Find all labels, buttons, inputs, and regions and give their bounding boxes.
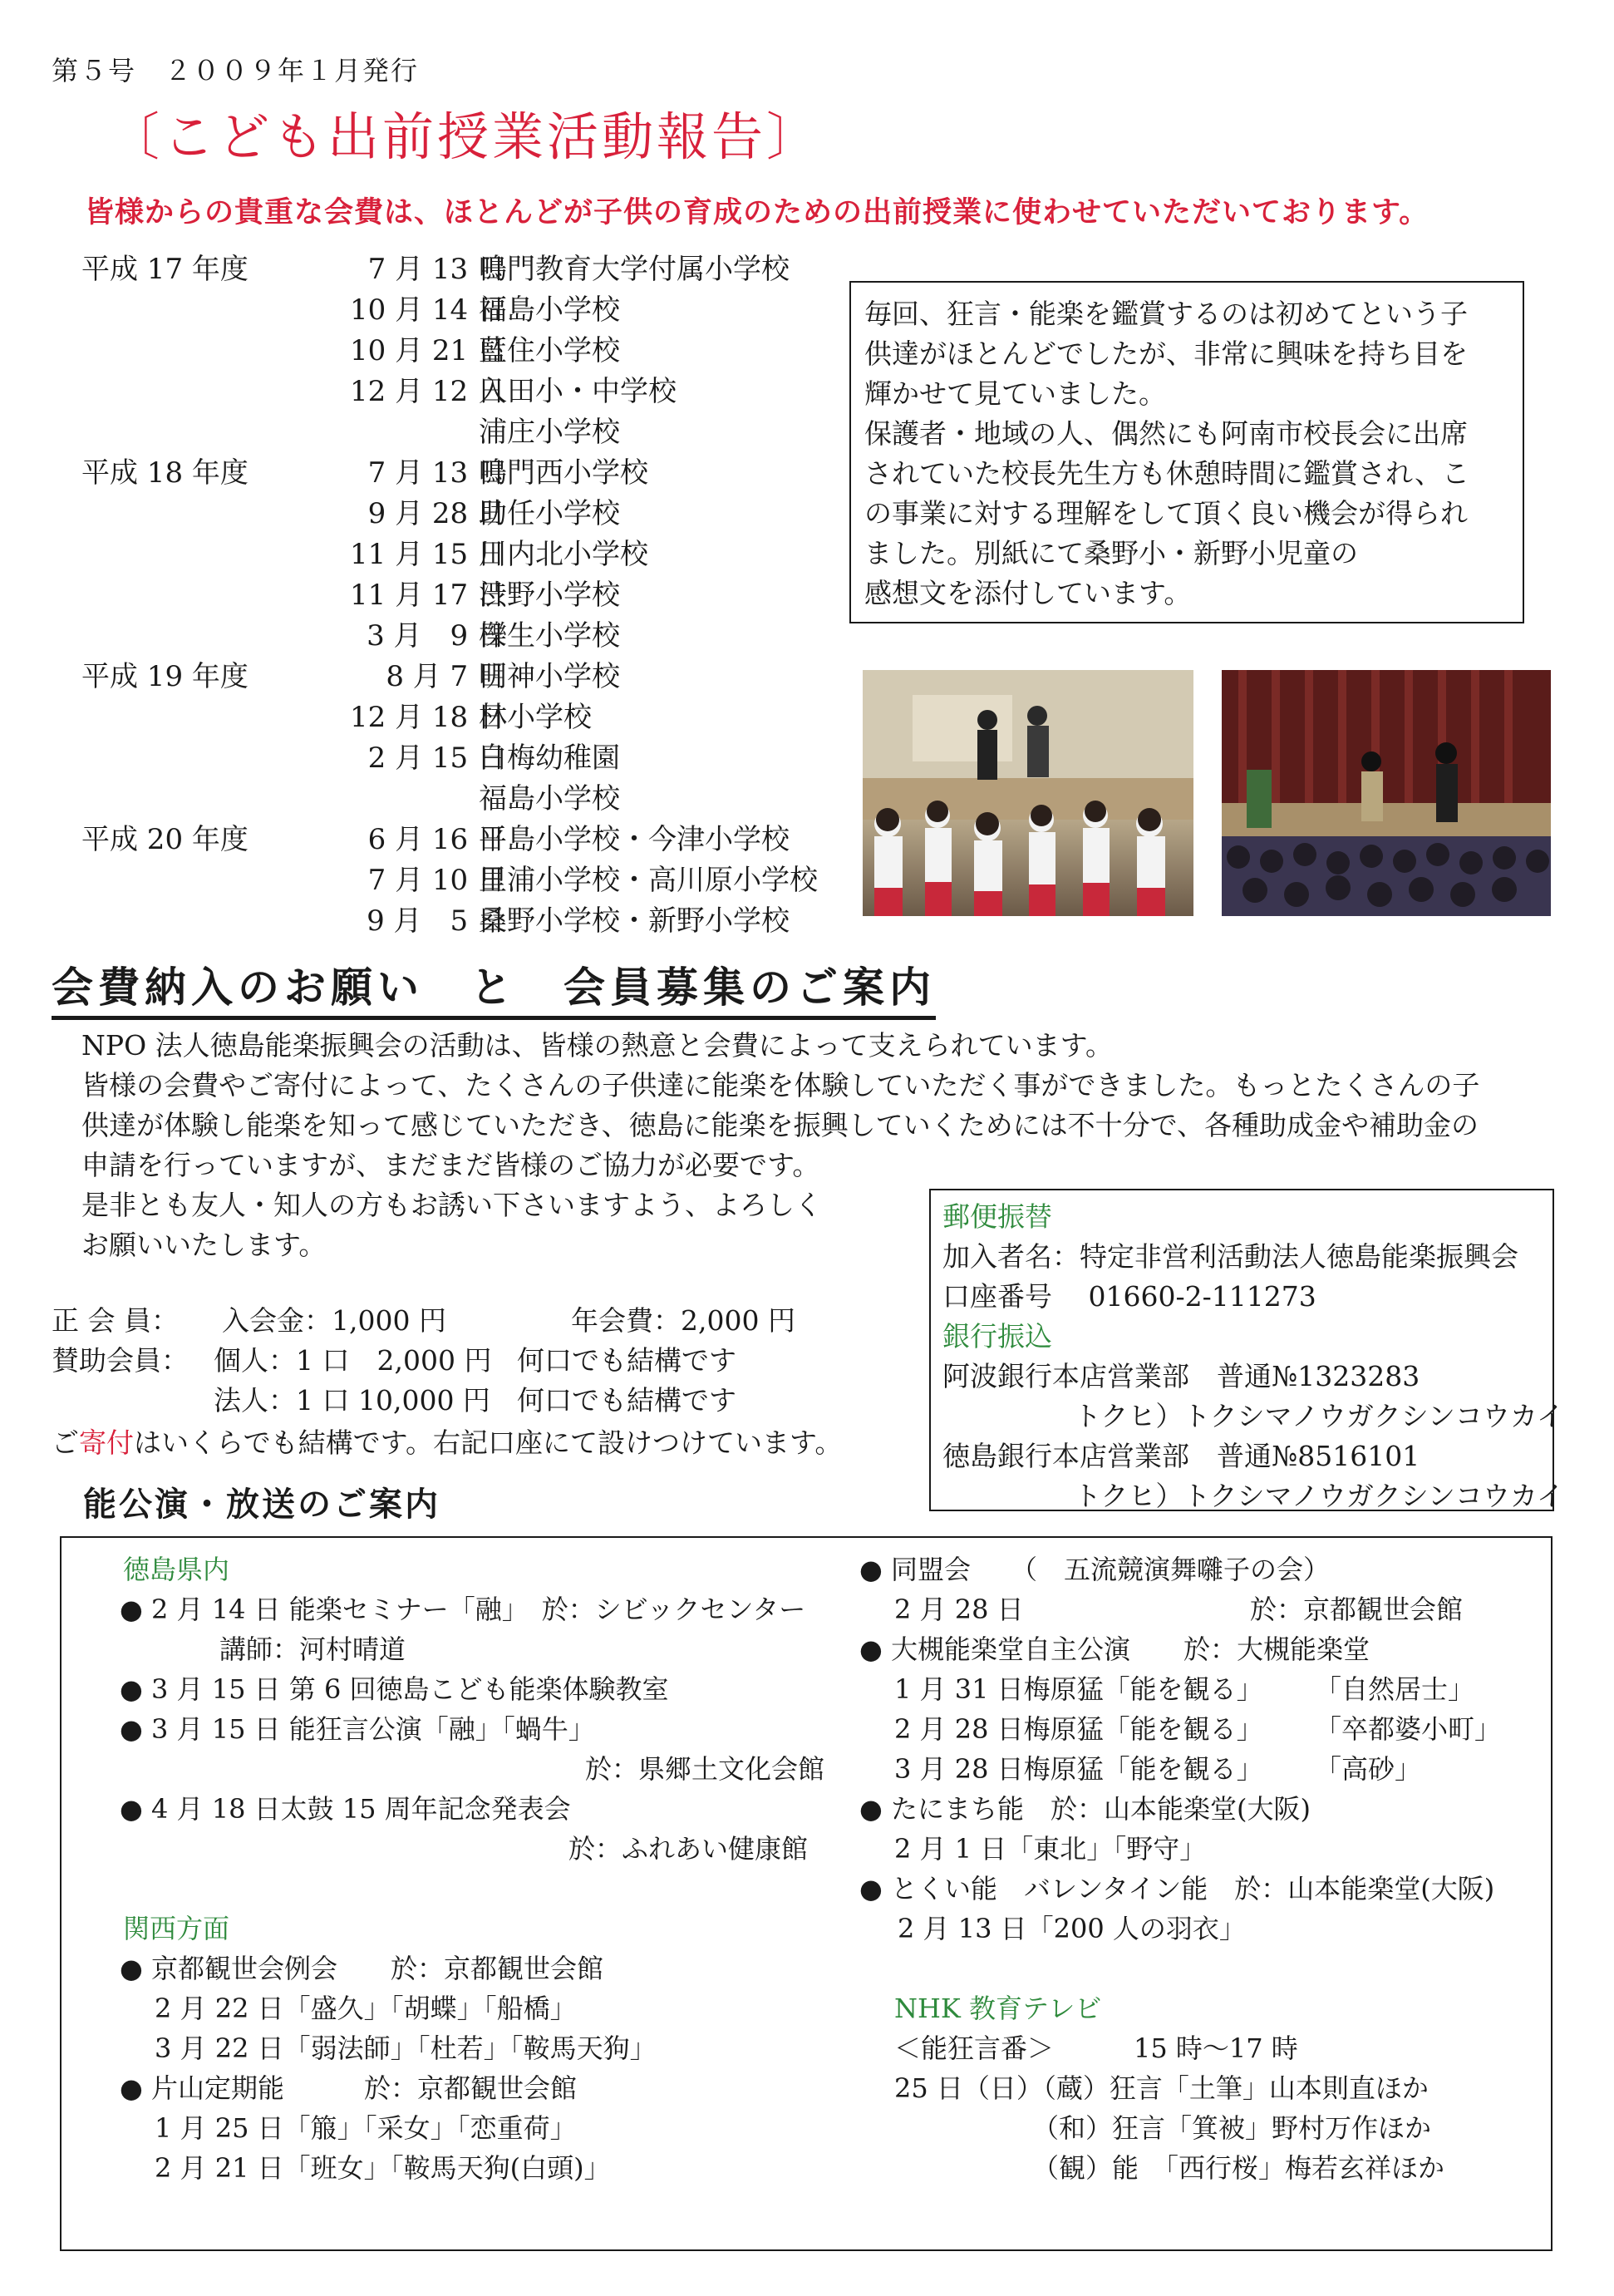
- note-line: の事業に対する理解をして頂く良い機会が得られ: [864, 497, 1468, 530]
- schedule-date: 7 月 13 日: [367, 456, 505, 490]
- schedule-date: 7 月 13 日: [367, 253, 505, 286]
- donation-red: 寄付: [79, 1426, 134, 1459]
- tokushima-heading: 徳島県内: [123, 1554, 230, 1585]
- impression-note-box: [849, 281, 1524, 623]
- event-detail: 2 月 28 日梅原猛「能を観る」 「卒都婆小町」: [894, 1713, 1502, 1745]
- schedule-date: 7 月 10 日: [367, 864, 505, 897]
- awa-bank-account-name: トクヒ）トクシマノウガクシンコウカイ: [1074, 1400, 1564, 1432]
- bullet-icon: ●: [120, 1594, 143, 1625]
- donation-note: [52, 1421, 842, 1461]
- note-line: ました。別紙にて桑野小・新野小児童の: [864, 537, 1358, 569]
- event-detail: 3 月 22 日「弱法師」「杜若」「鞍馬天狗」: [155, 2032, 657, 2064]
- page-subtitle: 皆様からの貴重な会費は、ほとんどが子供の育成のための出前授業に使わせていただいております。: [85, 195, 1429, 229]
- schedule-date: 12 月 18 日: [350, 701, 505, 734]
- regular-annual-fee: 年会費：2,000 円: [571, 1304, 795, 1337]
- schedule-school: 里浦小学校・高川原小学校: [479, 864, 818, 897]
- stage-photo: [1222, 670, 1551, 916]
- bullet-icon: ●: [859, 1793, 883, 1825]
- event-item: ● たにまち能 於：山本能楽堂(大阪): [859, 1789, 1541, 1829]
- events-heading: 能公演・放送のご案内: [83, 1485, 440, 1524]
- event-item: ● 2 月 14 日 能楽セミナー「融」 於：シビックセンター: [86, 1589, 876, 1629]
- bullet-icon: ●: [859, 1633, 883, 1665]
- intro-line: お願いいたします。: [81, 1229, 327, 1261]
- event-detail: 1 月 25 日「箙」「采女」「恋重荷」: [155, 2112, 577, 2144]
- schedule-school: 藍住小学校: [479, 334, 620, 367]
- membership-heading: 会費納入のお願い と 会員募集のご案内: [52, 954, 936, 1020]
- schedule-date: 10 月 14 日: [350, 293, 505, 327]
- donation-post: はいくらでも結構です。右記口座にて設けつけています。: [134, 1426, 843, 1459]
- kansai-heading: 関西方面: [123, 1913, 230, 1944]
- schedule-school: 平島小学校・今津小学校: [479, 823, 790, 856]
- nhk-program-line: （観）能 「西行桜」梅若玄祥ほか: [1032, 2152, 1445, 2184]
- event-detail: 3 月 28 日梅原猛「能を観る」 「高砂」: [894, 1753, 1422, 1785]
- nhk-program-line: 25 日（日）（蔵）狂言「土筆」山本則直ほか: [894, 2072, 1429, 2104]
- note-line: 供達がほとんどでしたが、非常に興味を持ち目を: [864, 338, 1468, 370]
- schedule-school: 入田小・中学校: [479, 375, 677, 408]
- schedule-date: 2 月 15 日: [367, 742, 505, 775]
- support-member-label: 賛助会員：: [52, 1344, 189, 1377]
- note-line: 毎回、狂言・能楽を鑑賞するのは初めてという子: [864, 298, 1468, 330]
- classroom-photo: [863, 670, 1193, 916]
- schedule-school: 福島小学校: [479, 782, 620, 815]
- bullet-icon: ●: [120, 2072, 143, 2104]
- bullet-icon: ●: [120, 1673, 143, 1705]
- postal-account-number: 口座番号 01660-2-111273: [942, 1280, 1316, 1313]
- schedule-date: 11 月 15 日: [350, 538, 505, 571]
- schedule-date: 10 月 21 日: [350, 334, 505, 367]
- intro-line: 申請を行っていますが、まだまだ皆様のご協力が必要です。: [81, 1149, 820, 1181]
- schedule-school: 明神小学校: [479, 660, 620, 693]
- event-item: ● 京都観世会例会 於：京都観世会館: [86, 1949, 876, 1988]
- intro-line: 供達が体験し能楽を知って感じていただき、徳島に能楽を振興していくためには不十分で、各種助成金や補助金の: [81, 1109, 1479, 1141]
- schedule-school: 浦庄小学校: [479, 416, 620, 449]
- schedule-school: 白梅幼稚園: [479, 742, 620, 775]
- event-item: ● 3 月 15 日 第 6 回徳島こども能楽体験教室: [86, 1669, 876, 1709]
- bullet-icon: ●: [120, 1793, 143, 1825]
- event-venue: 於：ふれあい健康館: [568, 1833, 809, 1865]
- support-individual-units: 何口でも結構です: [517, 1344, 736, 1377]
- schedule-school: 川内北小学校: [479, 538, 648, 571]
- support-corporate-units: 何口でも結構です: [517, 1384, 736, 1417]
- schedule-date: 11 月 17 日: [350, 579, 505, 612]
- awa-bank-account: 阿波銀行本店営業部 普通№1323283: [942, 1360, 1420, 1392]
- regular-member-label: 正 会 員：: [52, 1304, 179, 1337]
- intro-line: NPO 法人徳島能楽振興会の活動は、皆様の熱意と会費によって支えられています。: [81, 1029, 1113, 1062]
- events-right-column: [859, 1550, 1541, 2188]
- event-detail: 講師：河村晴道: [219, 1633, 406, 1665]
- schedule-school: 福島小学校: [479, 293, 620, 327]
- issue-line: 第５号 ２００９年１月発行: [52, 55, 420, 86]
- event-detail: 2 月 13 日「200 人の羽衣」: [898, 1913, 1246, 1944]
- nhk-program-line: （和）狂言「箕被」野村万作ほか: [1032, 2112, 1432, 2144]
- schedule-school: 渋野小学校: [479, 579, 620, 612]
- schedule-year: 平成 18 年度: [81, 456, 248, 490]
- donation-pre: ご: [52, 1426, 79, 1459]
- page-title: 〔こども出前授業活動報告〕: [108, 106, 822, 167]
- payment-info-box: [929, 1189, 1564, 1512]
- bank-transfer-heading: 銀行振込: [942, 1320, 1052, 1352]
- event-detail: 1 月 31 日梅原猛「能を観る」 「自然居士」: [894, 1673, 1475, 1705]
- event-item: ● とくい能 バレンタイン能 於：山本能楽堂(大阪): [859, 1869, 1541, 1909]
- event-detail: 2 月 1 日「東北」「野守」: [894, 1833, 1207, 1865]
- schedule-school: 鳴門西小学校: [479, 456, 648, 490]
- tokushima-bank-account: 徳島銀行本店営業部 普通№8516101: [942, 1440, 1420, 1472]
- schedule-date: 6 月 16 日: [367, 823, 505, 856]
- event-item: ● 大槻能楽堂自主公演 於：大槻能楽堂: [859, 1629, 1541, 1669]
- schedule-date: 12 月 12 日: [350, 375, 505, 408]
- event-item: ● 片山定期能 於：京都観世会館: [86, 2068, 876, 2108]
- schedule-date: 9 月 5 日: [367, 904, 505, 938]
- support-individual-fee: 個人：1 口 2,000 円: [214, 1344, 492, 1377]
- tokushima-bank-account-name: トクヒ）トクシマノウガクシンコウカイ: [1074, 1480, 1564, 1512]
- events-box: [60, 1536, 1552, 2251]
- schedule-date: 8 月 7 日: [386, 660, 505, 693]
- schedule-school: 林小学校: [479, 701, 592, 734]
- schedule-year: 平成 17 年度: [81, 253, 248, 286]
- schedule-date: 3 月 9 日: [367, 619, 505, 653]
- note-line: 保護者・地域の人、偶然にも阿南市校長会に出席: [864, 417, 1468, 450]
- note-line: 感想文を添付しています。: [864, 577, 1192, 609]
- bullet-icon: ●: [859, 1873, 883, 1904]
- schedule-year: 平成 20 年度: [81, 823, 248, 856]
- event-item: ● 4 月 18 日太鼓 15 周年記念発表会: [86, 1789, 876, 1829]
- postal-transfer-heading: 郵便振替: [942, 1200, 1052, 1233]
- event-venue: 於：県郷土文化会館: [585, 1753, 825, 1785]
- event-item: ● 3 月 15 日 能狂言公演「融」「蝸牛」: [86, 1709, 876, 1749]
- nhk-program-slot: ＜能狂言番＞ 15 時～17 時: [894, 2032, 1298, 2064]
- bullet-icon: ●: [120, 1953, 143, 1984]
- classroom-photo-illustration: [863, 670, 1193, 916]
- event-item: ● 同盟会 （ 五流競演舞囃子の会）: [859, 1550, 1541, 1589]
- bullet-icon: ●: [120, 1713, 143, 1745]
- intro-line: 皆様の会費やご寄付によって、たくさんの子供達に能楽を体験していただく事ができました。もっとたくさんの子: [81, 1069, 1480, 1101]
- event-detail: 2 月 28 日 於：京都観世会館: [894, 1594, 1464, 1625]
- note-line: 輝かせて見ていました。: [864, 377, 1166, 410]
- support-corporate-fee: 法人：1 口 10,000 円: [214, 1384, 490, 1417]
- schedule-school: 櫟生小学校: [479, 619, 620, 653]
- intro-line: 是非とも友人・知人の方もお誘い下さいますよう、よろしく: [81, 1189, 822, 1221]
- regular-entry-fee: 入会金：1,000 円: [222, 1304, 446, 1337]
- schedule-year: 平成 19 年度: [81, 660, 248, 693]
- schedule-school: 鳴門教育大学付属小学校: [479, 253, 790, 286]
- nhk-heading: NHK 教育テレビ: [894, 1993, 1102, 2024]
- schedule-school: 桑野小学校・新野小学校: [479, 904, 790, 938]
- bullet-icon: ●: [859, 1554, 883, 1585]
- stage-photo-illustration: [1222, 670, 1551, 916]
- event-detail: 2 月 22 日「盛久」「胡蝶」「船橋」: [155, 1993, 577, 2024]
- events-left-column: [86, 1550, 876, 2188]
- event-detail: 2 月 21 日「班女」「鞍馬天狗(白頭)」: [155, 2152, 611, 2184]
- schedule-date: 9 月 28 日: [367, 497, 505, 530]
- note-line: されていた校長先生方も休憩時間に鑑賞され、こ: [864, 457, 1469, 490]
- postal-subscriber: 加入者名：特定非営利活動法人徳島能楽振興会: [942, 1240, 1518, 1273]
- schedule-school: 助任小学校: [479, 497, 620, 530]
